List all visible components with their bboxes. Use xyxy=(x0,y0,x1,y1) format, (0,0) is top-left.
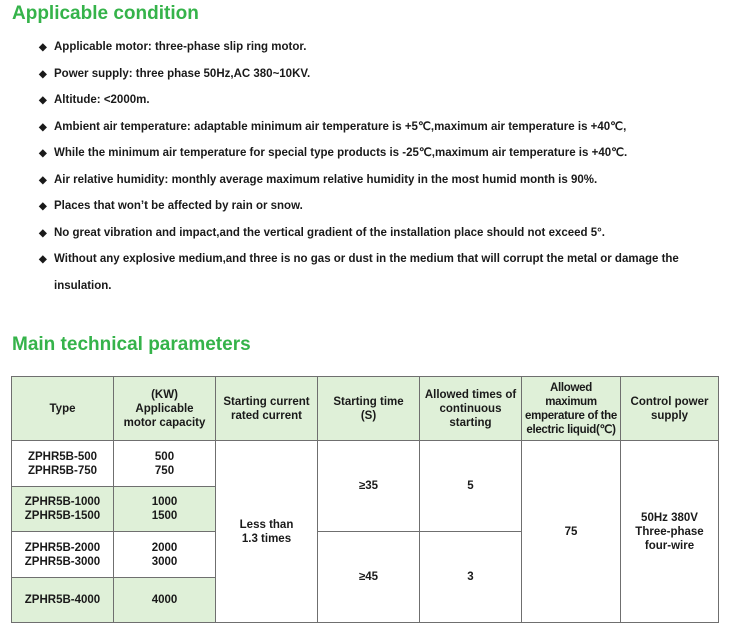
diamond-bullet-icon: ◆ xyxy=(39,254,47,265)
header-type: Type xyxy=(12,377,114,441)
condition-text: Altitude: <2000m. xyxy=(54,94,150,106)
diamond-bullet-icon: ◆ xyxy=(39,68,47,80)
diamond-bullet-icon: ◆ xyxy=(39,174,47,186)
condition-text: Applicable motor: three-phase slip ring motor. xyxy=(54,41,307,53)
list-item xyxy=(0,246,750,299)
diamond-bullet-icon: ◆ xyxy=(39,201,47,212)
allowed-times-cell: 5 xyxy=(420,441,522,532)
condition-text: Air relative humidity: monthly average maximum relative humidity in the most humid month is 90%. xyxy=(54,173,598,186)
capacity-cell: 500 750 xyxy=(114,441,216,487)
condition-text: Ambient air temperature: adaptable minimum air temperature is +5℃,maximum air temperature is +40℃, xyxy=(54,120,627,133)
max-temperature-cell: 75 xyxy=(522,441,621,623)
control-power-cell: 50Hz 380V Three-phase four-wire xyxy=(621,441,719,623)
capacity-cell: 1000 1500 xyxy=(114,487,216,532)
table-header-row xyxy=(12,377,719,441)
allowed-times-cell: 3 xyxy=(420,532,522,623)
parameters-table xyxy=(11,376,719,623)
condition-text: While the minimum air temperature for special type products is -25℃,maximum air temperature is +40℃. xyxy=(54,147,628,159)
list-item xyxy=(0,193,750,220)
capacity-cell: 4000 xyxy=(114,578,216,623)
type-cell: ZPHR5B-500 ZPHR5B-750 xyxy=(12,441,114,487)
header-capacity: (KW) Applicable motor capacity xyxy=(114,377,216,441)
list-item xyxy=(0,34,750,61)
condition-text: Places that won’t be affected by rain or snow. xyxy=(54,200,303,212)
diamond-bullet-icon: ◆ xyxy=(39,95,47,106)
list-item xyxy=(0,87,750,114)
type-cell: ZPHR5B-2000 ZPHR5B-3000 xyxy=(12,532,114,578)
condition-text: No great vibration and impact,and the vertical gradient of the installation place should not exceed 5°. xyxy=(54,226,605,239)
starting-current-cell: Less than 1.3 times xyxy=(216,441,318,623)
diamond-bullet-icon: ◆ xyxy=(39,148,47,159)
conditions-list xyxy=(0,34,750,299)
header-starting-current: Starting current rated current xyxy=(216,377,318,441)
header-allowed-times: Allowed times of continuous starting xyxy=(420,377,522,441)
header-max-temperature: Allowed maximum emperature of the electric liquid(℃) xyxy=(522,377,621,441)
capacity-cell: 2000 3000 xyxy=(114,532,216,578)
list-item xyxy=(0,114,750,141)
type-cell: ZPHR5B-4000 xyxy=(12,578,114,623)
main-technical-parameters-title: Main technical parameters xyxy=(12,334,251,355)
condition-text: Without any explosive medium,and three is no gas or dust in the medium that will corrupt the metal or damage the insulation. xyxy=(54,253,679,292)
diamond-bullet-icon: ◆ xyxy=(39,121,47,133)
type-cell: ZPHR5B-1000 ZPHR5B-1500 xyxy=(12,487,114,532)
diamond-bullet-icon: ◆ xyxy=(39,227,47,239)
header-starting-time: Starting time (S) xyxy=(318,377,420,441)
starting-time-cell: ≥35 xyxy=(318,441,420,532)
list-item xyxy=(0,61,750,88)
condition-text: Power supply: three phase 50Hz,AC 380~10KV. xyxy=(54,67,311,80)
list-item xyxy=(0,220,750,247)
diamond-bullet-icon: ◆ xyxy=(39,42,47,53)
header-control-power: Control power supply xyxy=(621,377,719,441)
table-row xyxy=(12,441,719,487)
list-item xyxy=(0,167,750,194)
starting-time-cell: ≥45 xyxy=(318,532,420,623)
applicable-condition-title: Applicable condition xyxy=(12,3,199,24)
list-item xyxy=(0,140,750,167)
